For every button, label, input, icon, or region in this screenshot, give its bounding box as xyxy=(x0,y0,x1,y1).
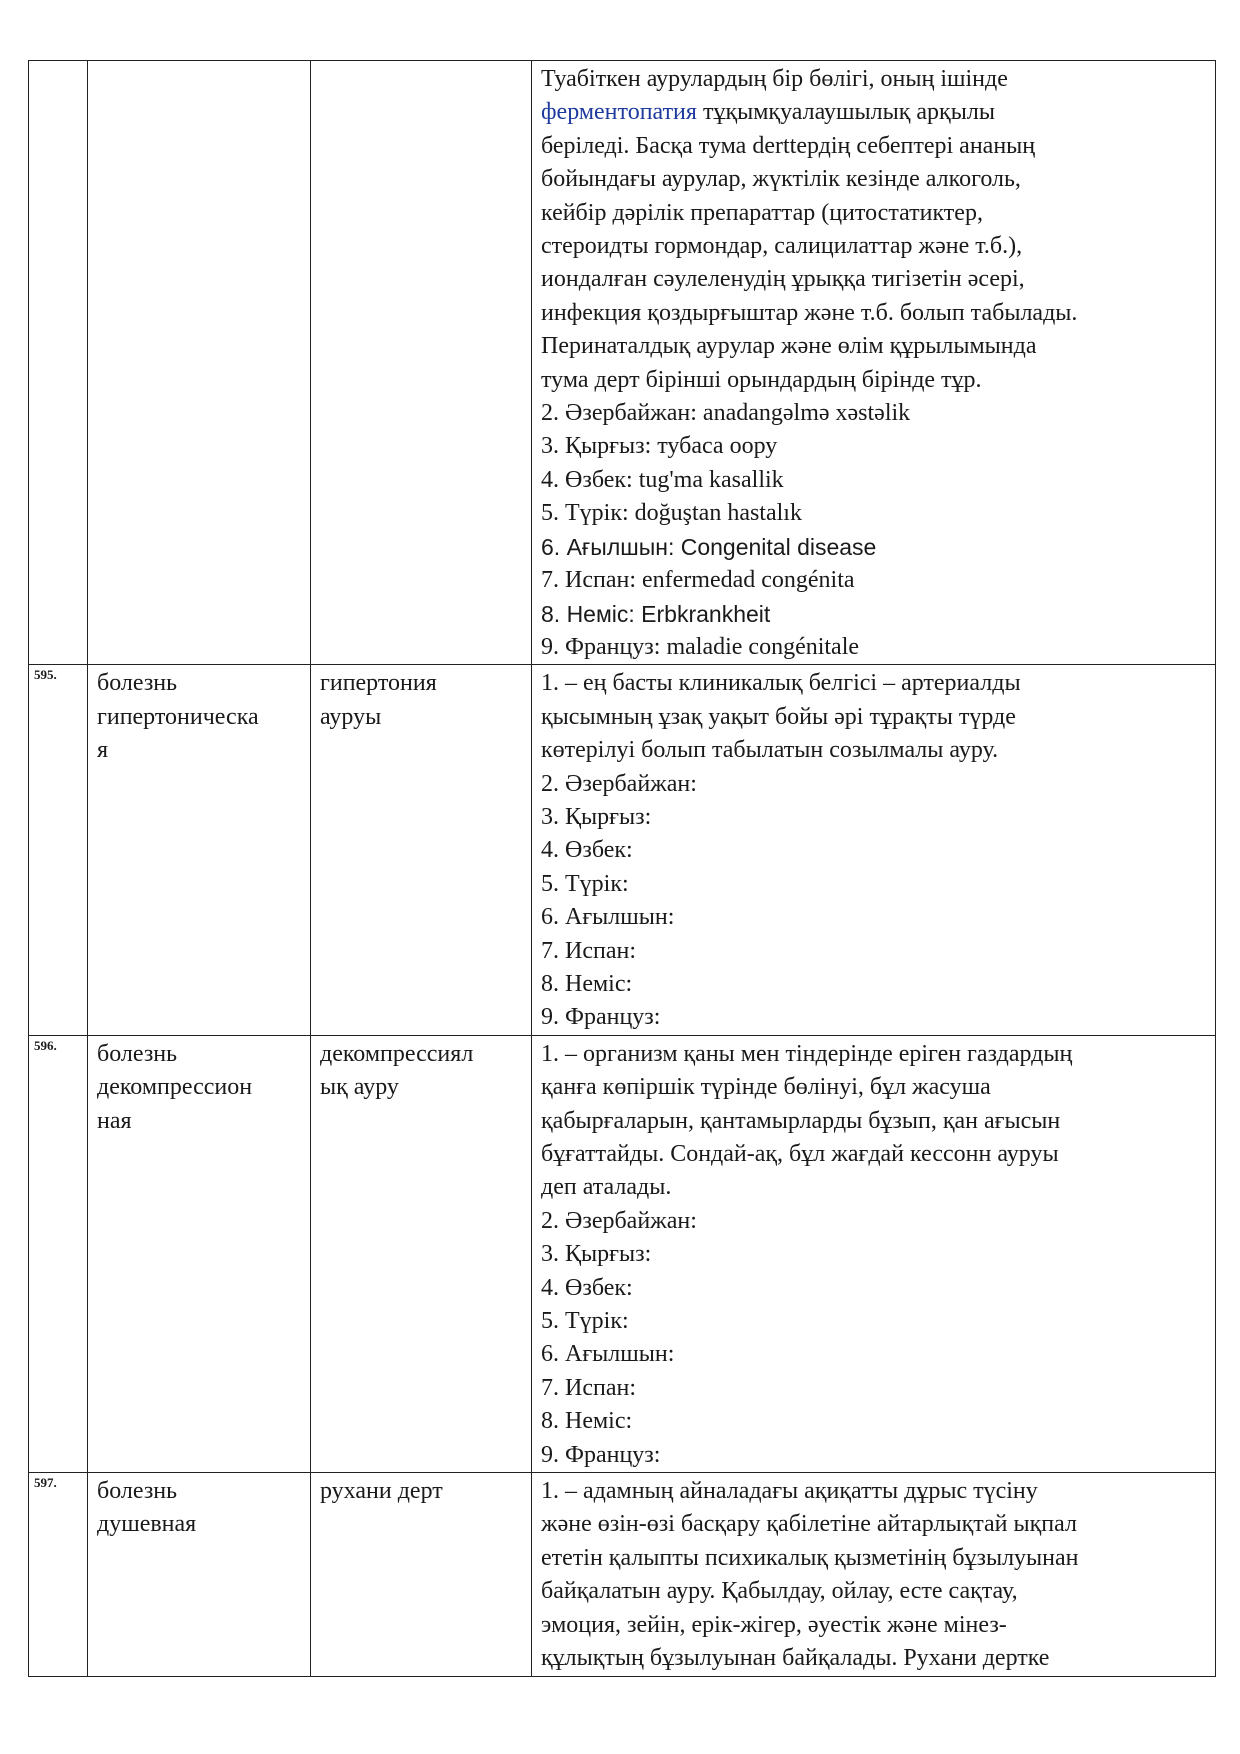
entry-number: 597. xyxy=(29,1473,88,1676)
definition-line: эмоция, зейін, ерік-жігер, әуестік және мінез- xyxy=(541,1611,1007,1638)
definition-line: кейбір дәрілік препараттар (цитостатиктер, xyxy=(541,199,983,226)
definition-text: тұқымқуалаушылық арқылы xyxy=(696,99,995,126)
russian-term xyxy=(88,1035,311,1472)
definition-cell xyxy=(532,1035,1216,1472)
kazakh-term xyxy=(311,1473,532,1676)
russian-term xyxy=(88,1473,311,1676)
definition-line: бойындағы аурулар, жүктілік кезінде алкоголь, xyxy=(541,166,1021,193)
language-translation: 3. Қырғыз: тубаса оору xyxy=(541,433,778,460)
language-translation: 6. Ағылшын: xyxy=(541,904,675,931)
language-translation: 2. Әзербайжан: anadangəlmə xəstəlik xyxy=(541,400,911,427)
language-translation: 4. Өзбек: xyxy=(541,1274,633,1301)
kazakh-term-line: рухани дерт xyxy=(320,1478,443,1505)
table-row xyxy=(29,665,1216,1035)
table-row xyxy=(29,1035,1216,1472)
language-translation: 9. Француз: xyxy=(541,1004,661,1031)
russian-term-line: декомпрессион xyxy=(97,1074,253,1101)
definition-line: 1. – адамның айналадағы ақиқатты дұрыс түсіну xyxy=(541,1478,1038,1505)
definition-line: инфекция қоздырғыштар және т.б. болып табылады. xyxy=(541,299,1078,326)
russian-term xyxy=(88,665,311,1035)
definition-line: көтерілуі болып табылатын созылмалы ауру. xyxy=(541,737,999,764)
kazakh-term-line: гипертония xyxy=(320,670,437,697)
table-row xyxy=(29,61,1216,665)
russian-term-line: ная xyxy=(97,1107,132,1134)
language-translation: 3. Қырғыз: xyxy=(541,803,652,830)
kazakh-term xyxy=(311,1035,532,1472)
definition-line: иондалған сәулеленудің ұрыққа тигізетін әсері, xyxy=(541,266,1025,293)
russian-term-line: болезнь xyxy=(97,1478,178,1505)
definition-line: 1. – организм қаны мен тіндерінде еріген газдардың xyxy=(541,1040,1073,1067)
definition-line xyxy=(541,96,1207,129)
definition-cell xyxy=(532,1473,1216,1676)
language-translation: 5. Түрік: xyxy=(541,870,629,897)
definition-line: стероидты гормондар, салицилаттар және т.б.), xyxy=(541,233,1023,260)
language-translation: 7. Испан: xyxy=(541,1374,636,1401)
definition-line: байқалатын ауру. Қабылдау, ойлау, есте сақтау, xyxy=(541,1578,1018,1605)
definition-line: беріледі. Басқа тума derttердің себептері ананың xyxy=(541,132,1036,159)
language-translation: 7. Испан: enfermedad congénita xyxy=(541,567,855,594)
language-translation: 8. Неміс: xyxy=(541,1408,633,1435)
language-translation: 6. Ағылшын: xyxy=(541,1341,675,1368)
definition-cell xyxy=(532,665,1216,1035)
language-translation: 8. Неміс: xyxy=(541,970,633,997)
language-translation: 2. Әзербайжан: xyxy=(541,1207,697,1234)
russian-term-line: болезнь xyxy=(97,1040,178,1067)
kazakh-term xyxy=(311,665,532,1035)
language-translation: 9. Француз: maladie congénitale xyxy=(541,633,860,660)
language-translation: 4. Өзбек: tug'ma kasallik xyxy=(541,466,784,493)
entry-number: 596. xyxy=(29,1035,88,1472)
language-translation: 9. Француз: xyxy=(541,1441,661,1468)
language-translation: 5. Түрік: doğuştan hastalık xyxy=(541,500,802,527)
kazakh-term xyxy=(311,61,532,665)
definition-line: ететін қалыпты психикалық қызметінің бұзылуынан xyxy=(541,1544,1079,1571)
language-translation: 3. Қырғыз: xyxy=(541,1241,652,1268)
russian-term xyxy=(88,61,311,665)
definition-line: қабырғаларын, қантамырларды бұзып, қан ағысын xyxy=(541,1107,1061,1134)
language-translation: 5. Түрік: xyxy=(541,1308,629,1335)
definition-line: Перинаталдық аурулар және өлім құрылымында xyxy=(541,333,1037,360)
definition-cell xyxy=(532,61,1216,665)
definition-line: құлықтың бұзылуынан байқалады. Рухани дертке xyxy=(541,1645,1050,1672)
entry-number xyxy=(29,61,88,665)
language-translation: 8. Неміс: Erbkrankheit xyxy=(541,600,771,627)
definition-line: қанға көпіршік түрінде бөлінуі, бұл жасуша xyxy=(541,1074,991,1101)
definition-line: Туабіткен аурулардың бір бөлігі, оның ішінде xyxy=(541,66,1008,92)
language-translation: 7. Испан: xyxy=(541,937,636,964)
definition-line: бұғаттайды. Сондай-ақ, бұл жағдай кессонн ауруы xyxy=(541,1141,1059,1167)
definition-line: 1. – ең басты клиникалық белгісі – артериалды xyxy=(541,670,1021,697)
language-translation: 6. Ағылшын: Congenital disease xyxy=(541,533,877,560)
kazakh-term-line: ауруы xyxy=(320,703,382,730)
russian-term-line: я xyxy=(97,737,109,764)
definition-line: тума дерт бірінші орындардың бірінде тұр. xyxy=(541,366,982,393)
definition-line: қысымның ұзақ уақыт бойы әрі тұрақты түрде xyxy=(541,703,1016,730)
language-translation: 4. Өзбек: xyxy=(541,837,633,864)
russian-term-line: гипертоническа xyxy=(97,703,259,730)
table-row xyxy=(29,1473,1216,1676)
definition-line: және өзін-өзі басқару қабілетіне айтарлықтай ықпал xyxy=(541,1511,1077,1538)
term-link[interactable]: ферментопатия xyxy=(541,99,697,126)
kazakh-term-line: ық ауру xyxy=(320,1074,399,1101)
entry-number: 595. xyxy=(29,665,88,1035)
russian-term-line: болезнь xyxy=(97,670,178,697)
russian-term-line: душевная xyxy=(97,1511,197,1538)
glossary-table xyxy=(28,60,1216,1677)
kazakh-term-line: декомпрессиял xyxy=(320,1040,474,1067)
definition-line: деп аталады. xyxy=(541,1174,672,1201)
language-translation: 2. Әзербайжан: xyxy=(541,770,697,797)
